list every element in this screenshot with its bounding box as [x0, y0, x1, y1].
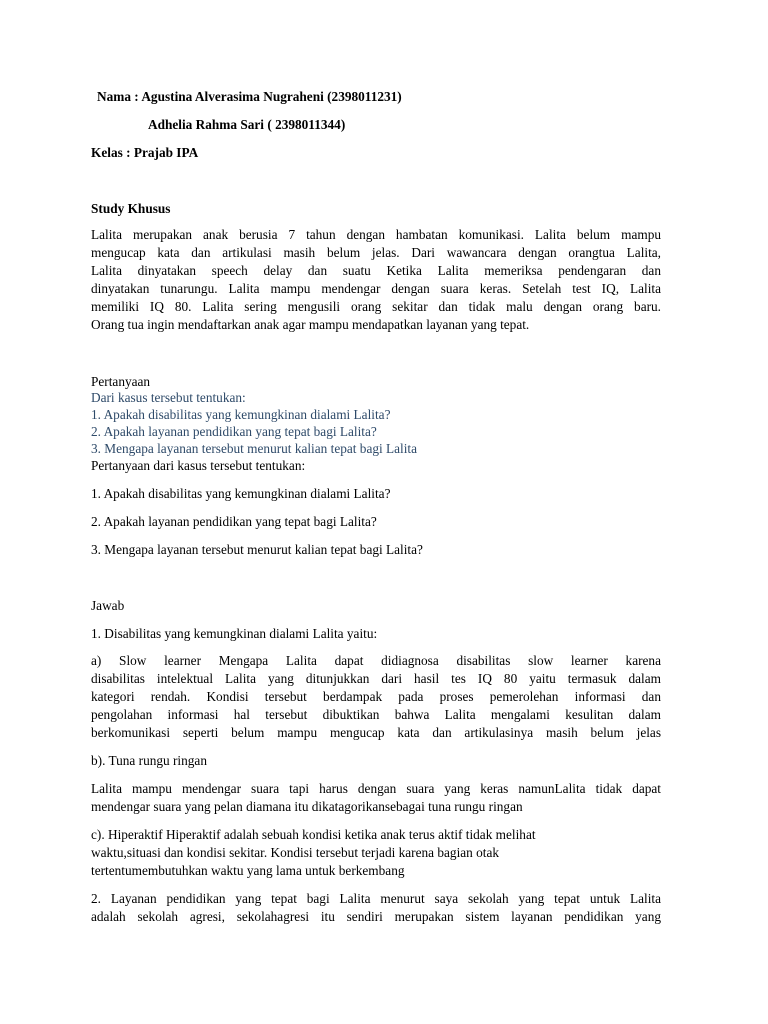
- answer-c-line: tertentumembutuhkan waktu yang lama untuk berkembang: [91, 863, 405, 878]
- question-1: 1. Apakah disabilitas yang kemungkinan dialami Lalita?: [91, 486, 391, 501]
- study-paragraph-line: mengucap kata dan artikulasi masih belum jelas. Dari wawancara dengan orangtua Lalita,: [91, 245, 661, 260]
- question-2: 2. Apakah layanan pendidikan yang tepat bagi Lalita?: [91, 514, 377, 529]
- questions-heading: Pertanyaan: [91, 374, 151, 389]
- name-line: Nama : Agustina Alverasima Nugraheni (2398011231): [97, 89, 402, 104]
- study-paragraph-line: Lalita merupakan anak berusia 7 tahun dengan hambatan komunikasi. Lalita belum mampu: [91, 227, 661, 242]
- answer-a-line: berkomunikasi seperti belum mampu mengucap kata dan artikulasinya masih belum jelas: [91, 725, 661, 740]
- study-paragraph-line: memiliki IQ 80. Lalita sering mengusili orang sekitar dan tidak malu dengan orang baru.: [91, 299, 661, 314]
- answer-b-line: mendengar suara yang pelan diamana itu dikatagorikansebagai tuna rungu ringan: [91, 799, 523, 814]
- answers-heading: Jawab: [91, 598, 125, 613]
- name-line-2: Adhelia Rahma Sari ( 2398011344): [148, 117, 346, 132]
- class-line: Kelas : Prajab IPA: [91, 145, 199, 160]
- answer-a-line: a) Slow learner Mengapa Lalita dapat didiagnosa disabilitas slow learner karena: [91, 653, 661, 668]
- answer-b-title: b). Tuna rungu ringan: [91, 753, 207, 768]
- question-prompt-line: 2. Apakah layanan pendidikan yang tepat bagi Lalita?: [91, 424, 377, 439]
- study-paragraph-line: Lalita dinyatakan speech delay dan suatu Ketika Lalita memeriksa pendengaran dan: [91, 263, 661, 278]
- answer-2-line: 2. Layanan pendidikan yang tepat bagi Lalita menurut saya sekolah yang tepat untuk Lalita: [91, 891, 661, 906]
- answer-c-line: waktu,situasi dan kondisi sekitar. Kondisi tersebut terjadi karena bagian otak: [91, 845, 500, 860]
- question-prompt-line: 3. Mengapa layanan tersebut menurut kalian tepat bagi Lalita: [91, 441, 418, 456]
- answer-1-title: 1. Disabilitas yang kemungkinan dialami Lalita yaitu:: [91, 626, 378, 641]
- study-paragraph-line: Orang tua ingin mendaftarkan anak agar mampu mendapatkan layanan yang tepat.: [91, 317, 530, 332]
- answer-b-line: Lalita mampu mendengar suara tapi harus dengan suara yang keras namunLalita tidak dapat: [91, 781, 661, 796]
- answer-a-line: kategori rendah. Kondisi tersebut berdampak pada proses pemerolehan informasi dan: [91, 689, 661, 704]
- question-3: 3. Mengapa layanan tersebut menurut kalian tepat bagi Lalita?: [91, 542, 423, 557]
- question-prompt-line: 1. Apakah disabilitas yang kemungkinan dialami Lalita?: [91, 407, 391, 422]
- question-prompt-line: Dari kasus tersebut tentukan:: [91, 390, 246, 405]
- study-heading: Study Khusus: [91, 201, 171, 216]
- answer-c-line: c). Hiperaktif Hiperaktif adalah sebuah kondisi ketika anak terus aktif tidak melihat: [91, 827, 536, 842]
- answer-a-line: disabilitas intelektual Lalita yang ditunjukkan dari hasil tes IQ 80 yaitu termasuk dalam: [91, 671, 661, 686]
- answer-2-line: adalah sekolah agresi, sekolahagresi itu sendiri merupakan sistem layanan pendidikan yang: [91, 909, 661, 924]
- study-paragraph-line: dinyatakan tunarungu. Lalita mampu mendengar dengan suara keras. Setelah test IQ, Lalita: [91, 281, 661, 296]
- questions-intro: Pertanyaan dari kasus tersebut tentukan:: [91, 458, 306, 473]
- answer-a-line: pengolahan informasi hal tersebut dibuktikan bahwa Lalita mengalami kesulitan dalam: [91, 707, 661, 722]
